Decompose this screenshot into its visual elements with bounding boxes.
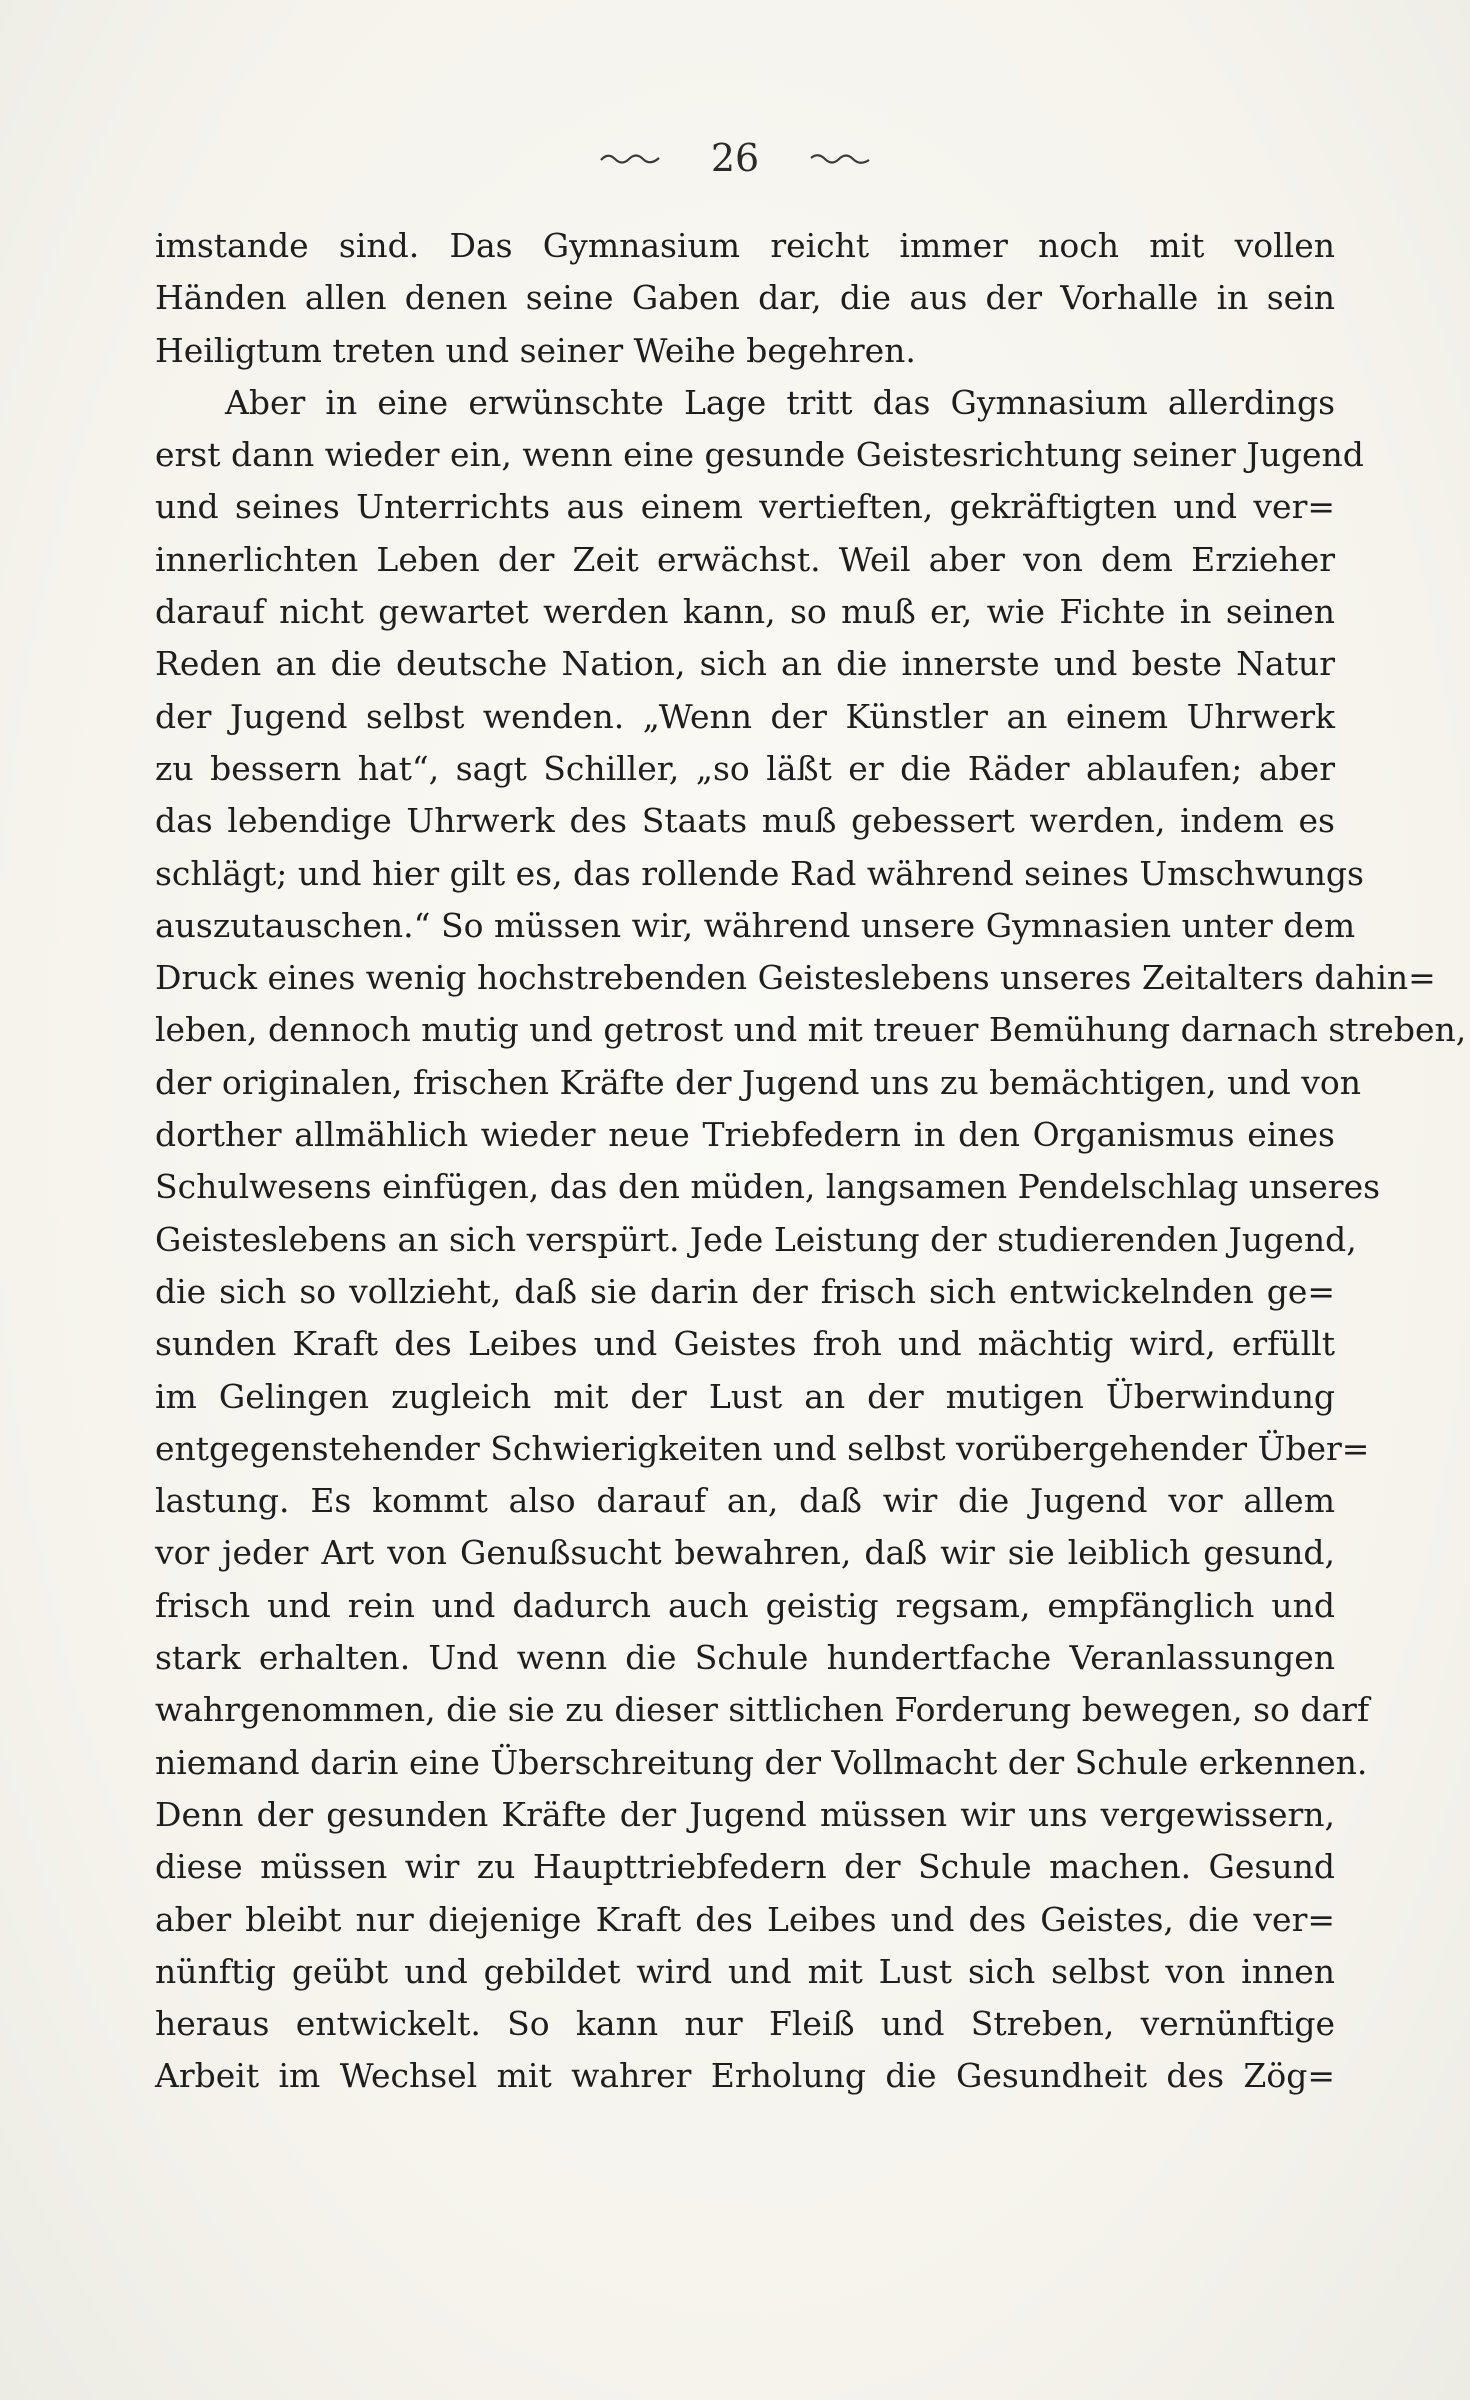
- text-line: Geisteslebens an sich verspürt. Jede Leistung der studierenden Jugend,: [155, 1219, 1357, 1259]
- text-line: frisch und rein und dadurch auch geistig regsam, empfänglich und: [155, 1585, 1335, 1625]
- left-ornament-icon: [599, 150, 661, 166]
- text-line: der originalen, frischen Kräfte der Jugend uns zu bemächtigen, und von: [155, 1062, 1362, 1102]
- right-ornament-icon: [809, 150, 871, 166]
- text-line: Arbeit im Wechsel mit wahrer Erholung die Gesundheit des Zög=: [155, 2056, 1335, 2096]
- text-line: nünftig geübt und gebildet wird und mit Lust sich selbst von innen: [155, 1951, 1335, 1991]
- text-line: dorther allmählich wieder neue Triebfedern in den Organismus eines: [155, 1115, 1335, 1155]
- text-line: Denn der gesunden Kräfte der Jugend müssen wir uns vergewissern,: [155, 1794, 1335, 1834]
- text-line: im Gelingen zugleich mit der Lust an der mutigen Überwindung: [155, 1376, 1335, 1416]
- text-line: entgegenstehender Schwierigkeiten und selbst vorübergehender Über=: [155, 1428, 1370, 1468]
- text-line: aber bleibt nur diejenige Kraft des Leibes und des Geistes, die ver=: [155, 1899, 1335, 1939]
- text-line: Reden an die deutsche Nation, sich an die innerste und beste Natur: [155, 644, 1335, 684]
- text-line: wahrgenommen, die sie zu dieser sittlichen Forderung bewegen, so darf: [155, 1690, 1370, 1730]
- page-number: 26: [710, 136, 760, 180]
- text-line: Händen allen denen seine Gaben dar, die aus der Vorhalle in sein: [155, 278, 1335, 318]
- text-line: heraus entwickelt. So kann nur Fleiß und Streben, vernünftige: [155, 2004, 1335, 2044]
- text-line: zu bessern hat“, sagt Schiller, „so läßt er die Räder ablaufen; aber: [155, 748, 1335, 788]
- text-line: lastung. Es kommt also darauf an, daß wir die Jugend vor allem: [155, 1481, 1335, 1521]
- text-line: Schulwesens einfügen, das den müden, langsamen Pendelschlag unseres: [155, 1167, 1381, 1207]
- text-line: und seines Unterrichts aus einem vertieften, gekräftigten und ver=: [155, 487, 1335, 527]
- text-line: Aber in eine erwünschte Lage tritt das Gymnasium allerdings: [225, 382, 1335, 422]
- text-line: der Jugend selbst wenden. „Wenn der Künstler an einem Uhrwerk: [155, 696, 1335, 736]
- body-text: [155, 220, 1467, 2103]
- text-line: sunden Kraft des Leibes und Geistes froh und mächtig wird, erfüllt: [155, 1324, 1335, 1364]
- text-line: niemand darin eine Überschreitung der Vollmacht der Schule erkennen.: [155, 1742, 1368, 1782]
- text-line: das lebendige Uhrwerk des Staats muß gebessert werden, indem es: [155, 801, 1335, 841]
- text-line: die sich so vollzieht, daß sie darin der frisch sich entwickelnden ge=: [155, 1271, 1335, 1311]
- text-line: Heiligtum treten und seiner Weihe begehren.: [155, 330, 916, 370]
- text-line: schlägt; und hier gilt es, das rollende Rad während seines Umschwungs: [155, 853, 1364, 893]
- text-line: auszutauschen.“ So müssen wir, während unsere Gymnasien unter dem: [155, 905, 1356, 945]
- text-line: innerlichten Leben der Zeit erwächst. Weil aber von dem Erzieher: [155, 539, 1335, 579]
- text-line: diese müssen wir zu Haupttriebfedern der Schule machen. Gesund: [155, 1847, 1335, 1887]
- page-header: [0, 128, 1470, 188]
- text-line: stark erhalten. Und wenn die Schule hundertfache Veranlassungen: [155, 1638, 1335, 1678]
- text-line: darauf nicht gewartet werden kann, so muß er, wie Fichte in seinen: [155, 592, 1335, 632]
- text-line: leben, dennoch mutig und getrost und mit treuer Bemühung darnach streben,: [155, 1010, 1467, 1050]
- text-line: Druck eines wenig hochstrebenden Geisteslebens unseres Zeitalters dahin=: [155, 958, 1436, 998]
- text-line: erst dann wieder ein, wenn eine gesunde Geistesrichtung seiner Jugend: [155, 435, 1364, 475]
- text-line: vor jeder Art von Genußsucht bewahren, daß wir sie leiblich gesund,: [155, 1533, 1335, 1573]
- text-line: imstande sind. Das Gymnasium reicht immer noch mit vollen: [155, 226, 1335, 265]
